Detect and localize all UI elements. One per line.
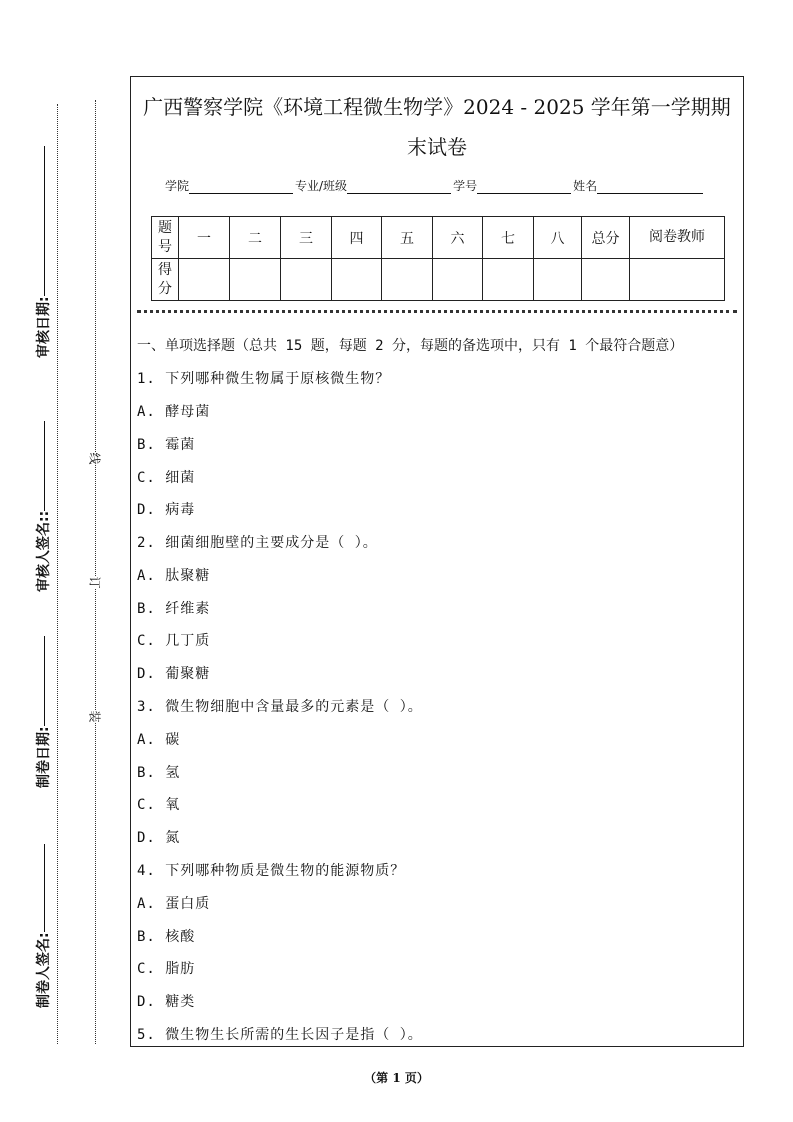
score-cell[interactable] [534,259,582,301]
page-number: （第 1 页） [364,1071,429,1085]
question-line: 1. 下列哪种微生物属于原核微生物？ [137,371,391,387]
option-line: C. 脂肪 [137,961,196,977]
col-6: 六 [433,217,483,259]
maker-sign-label: 制卷人签名: [36,932,52,1008]
question-line: 5. 微生物生长所需的生长因子是指（ ）。 [137,1027,423,1043]
score-cell[interactable] [433,259,483,301]
exam-frame [130,76,744,1047]
score-cell[interactable] [382,259,433,301]
maker-date-label: 制卷日期: [36,726,52,788]
reviewer-date-label: 审核日期: [36,296,52,358]
option-line: B. 霉菌 [137,437,196,453]
score-table [151,216,725,301]
exam-title-line2: 末试卷 [407,135,467,159]
score-cell[interactable] [230,259,281,301]
question-line: 3. 微生物细胞中含量最多的元素是（ ）。 [137,699,423,715]
question-no-label: 题号 [152,217,179,259]
col-8: 八 [534,217,582,259]
exam-title-line1: 广西警察学院《环境工程微生物学》2024 - 2025 学年第一学期期 [143,95,731,119]
grader-cell[interactable] [630,259,725,301]
student-id-input[interactable] [477,181,571,194]
score-cell[interactable] [179,259,230,301]
option-line: A. 碳 [137,732,181,748]
option-line: B. 核酸 [137,929,196,945]
reviewer-date-field[interactable] [34,158,54,358]
score-cell[interactable] [332,259,382,301]
reviewer-sign-field[interactable] [34,392,54,592]
col-7: 七 [483,217,534,259]
score-cell[interactable] [281,259,332,301]
option-line: C. 几丁质 [137,633,211,649]
col-5: 五 [382,217,433,259]
col-total: 总分 [582,217,630,259]
student-info-row [165,177,705,194]
dotted-separator [137,310,737,313]
option-line: D. 病毒 [137,502,196,518]
option-line: B. 氢 [137,765,181,781]
bind-char-bind: 装 [87,710,102,723]
col-3: 三 [281,217,332,259]
major-label: 专业/班级 [295,179,348,193]
maker-sign-field[interactable] [34,808,54,1008]
maker-date-field[interactable] [34,588,54,788]
col-2: 二 [230,217,281,259]
reviewer-sign-label: 审核人签名:: [36,510,52,592]
option-line: C. 细菌 [137,470,196,486]
option-line: D. 糖类 [137,994,196,1010]
student-id-label: 学号 [453,179,478,193]
option-line: A. 蛋白质 [137,896,211,912]
col-1: 一 [179,217,230,259]
college-label: 学院 [165,179,190,193]
option-line: D. 葡聚糖 [137,666,211,682]
major-input[interactable] [347,181,451,194]
score-header-row [152,217,725,259]
col-4: 四 [332,217,382,259]
grader-label: 阅卷教师 [630,217,725,259]
college-input[interactable] [189,181,293,194]
score-cell[interactable] [582,259,630,301]
option-line: A. 肽聚糖 [137,568,211,584]
option-line: A. 酵母菌 [137,404,211,420]
option-line: B. 纤维素 [137,601,211,617]
name-input[interactable] [597,181,703,194]
score-value-row [152,259,725,301]
question-line: 4. 下列哪种物质是微生物的能源物质？ [137,863,406,879]
name-label: 姓名 [573,179,598,193]
question-line: 2. 细菌细胞壁的主要成分是（ ）。 [137,535,378,551]
option-line: D. 氮 [137,830,181,846]
binding-line-right [95,100,96,1044]
section-heading: 一、单项选择题（总共 15 题，每题 2 分，每题的备选项中，只有 1 个最符合题意） [137,338,684,354]
bind-char-line: 线 [87,452,102,465]
bind-char-order: 订 [87,576,102,589]
binding-line-left [57,104,58,1044]
score-cell[interactable] [483,259,534,301]
option-line: C. 氧 [137,797,181,813]
score-label: 得分 [152,259,179,301]
